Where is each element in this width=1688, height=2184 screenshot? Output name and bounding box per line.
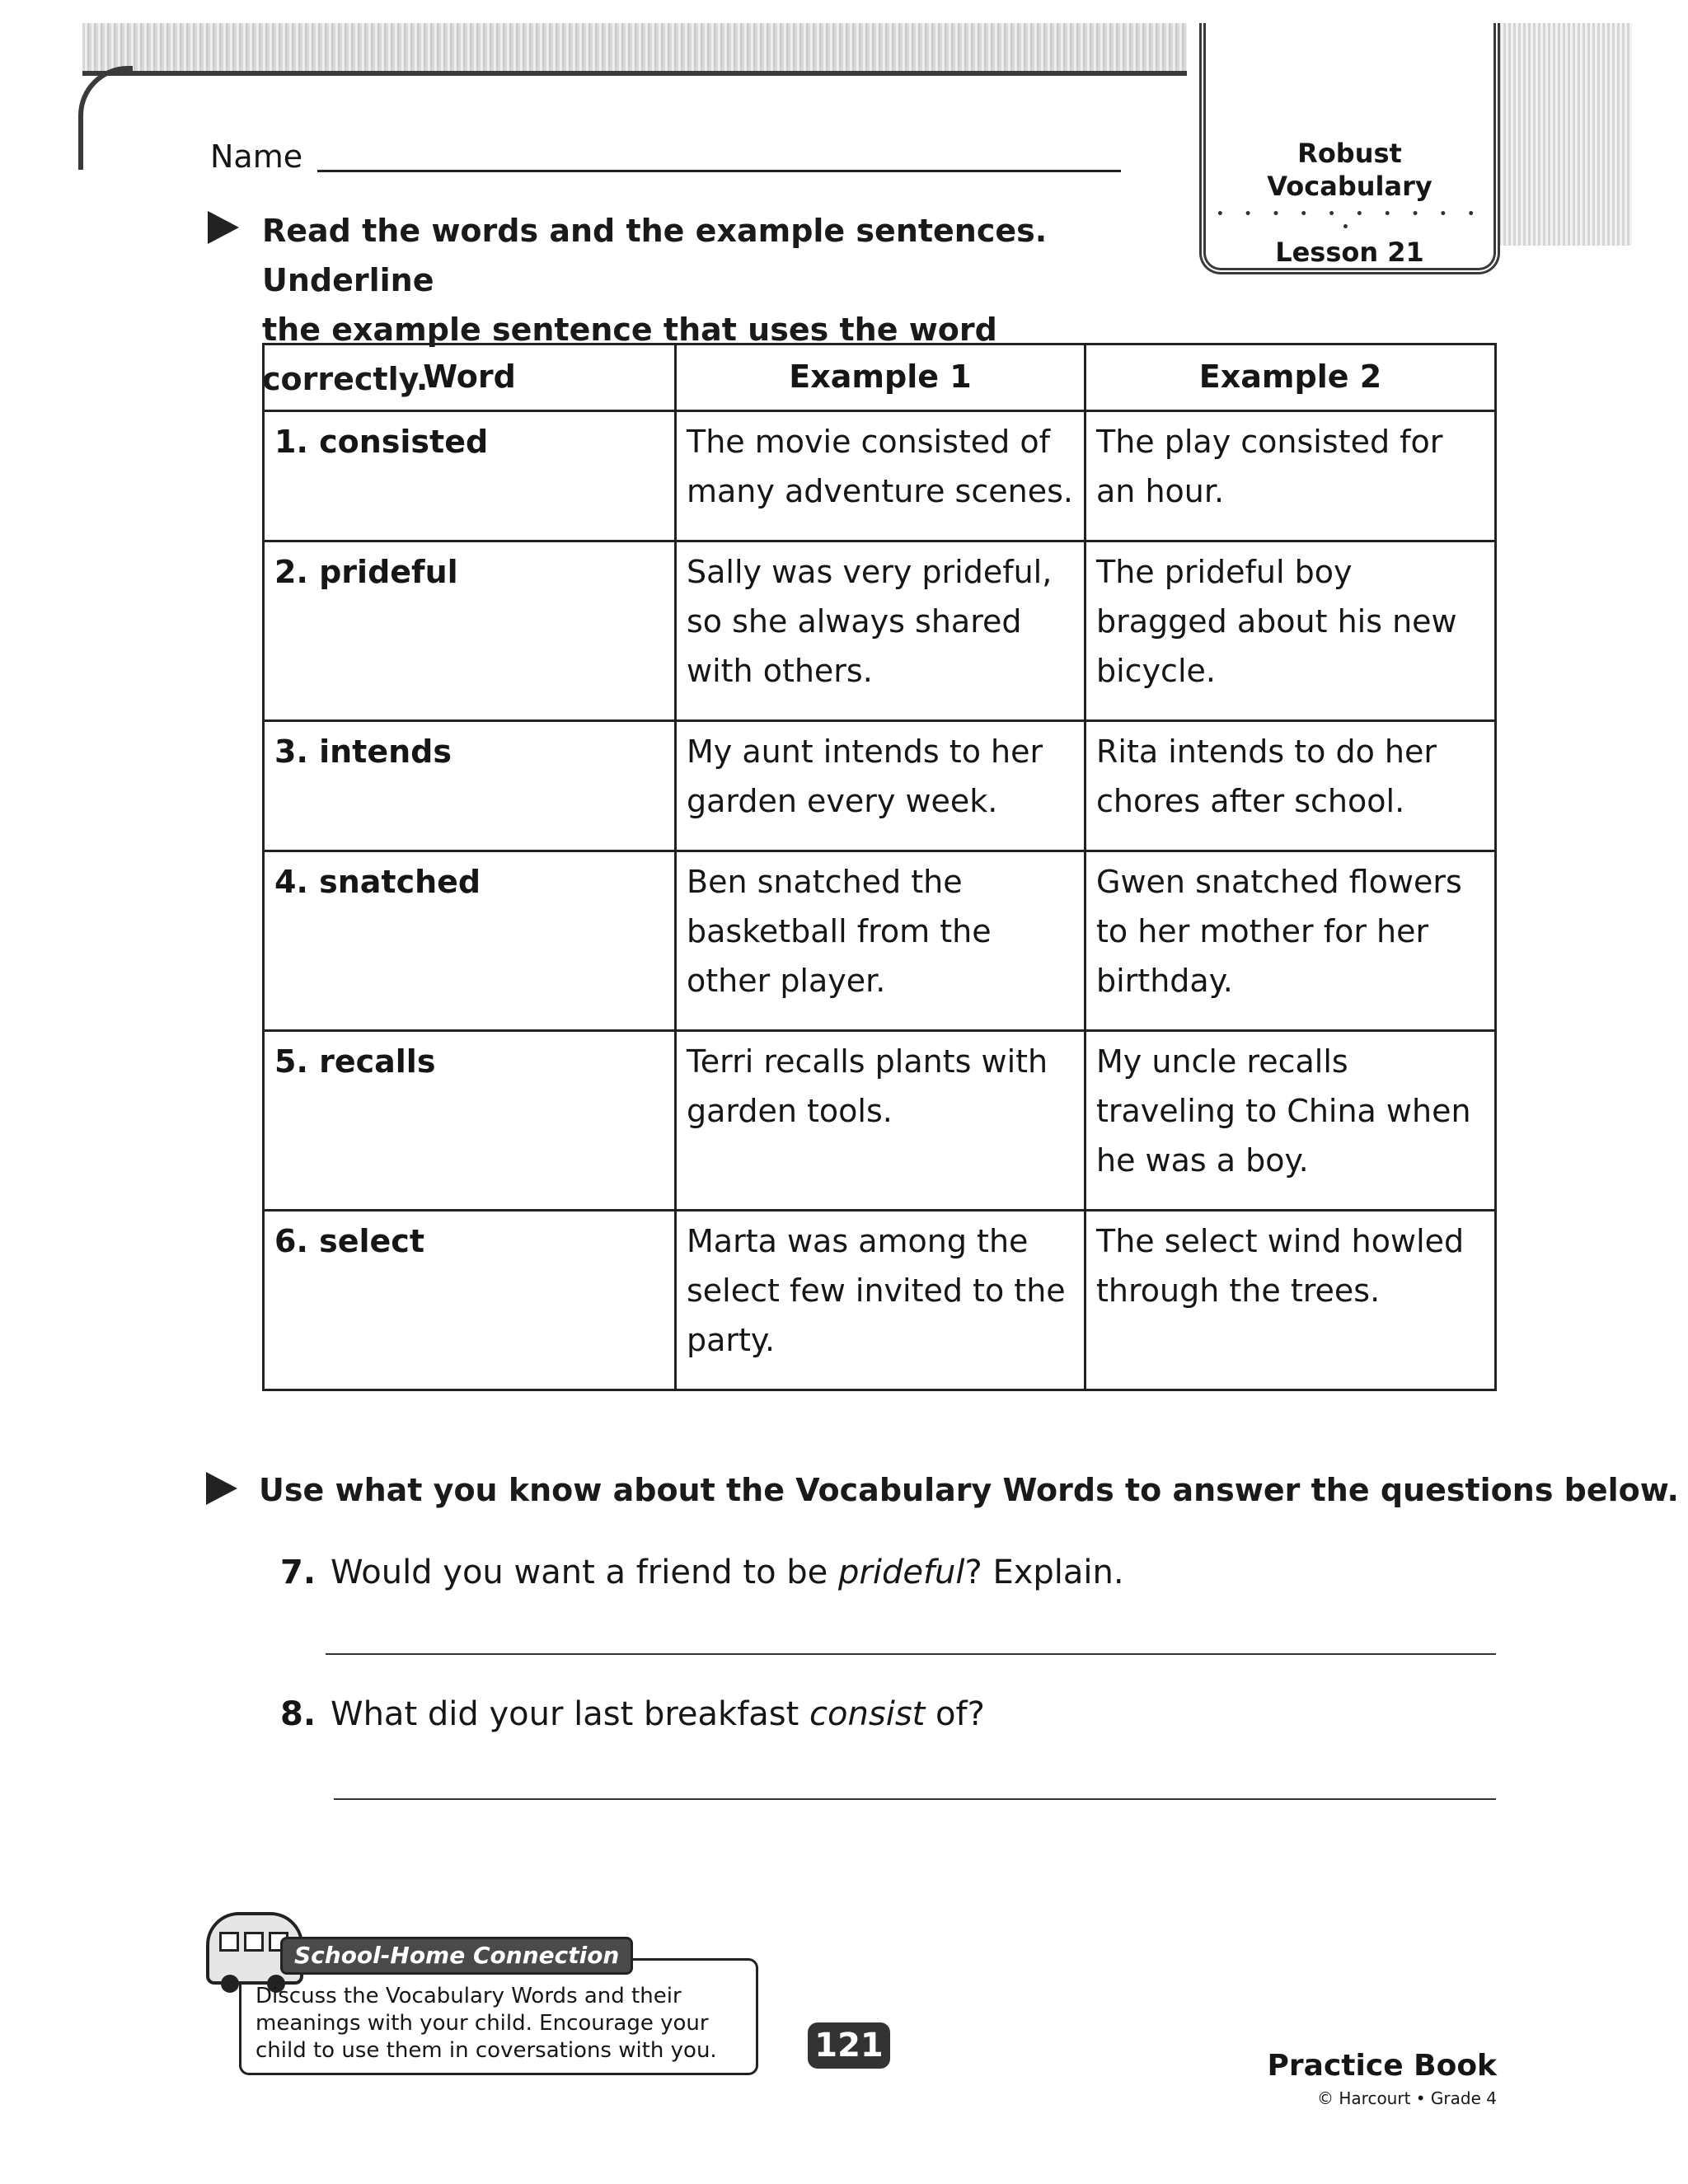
header-example-1: Example 1 xyxy=(676,344,1085,411)
example-1-cell[interactable]: My aunt intends to her garden every week. xyxy=(676,721,1085,851)
word-cell: 2. prideful xyxy=(264,541,676,721)
question-8 xyxy=(280,1690,985,1739)
example-1-cell[interactable]: The movie consisted of many adventure scenes. xyxy=(676,411,1085,541)
lesson-badge xyxy=(1199,23,1500,274)
table-row xyxy=(264,1211,1496,1390)
question-text-end: ? Explain. xyxy=(964,1554,1124,1591)
example-2-cell[interactable]: The prideful boy bragged about his new bicycle. xyxy=(1085,541,1496,721)
instruction-answer: Use what you know about the Vocabulary Words to answer the questions below. xyxy=(259,1472,1679,1508)
lesson-number: Lesson 21 xyxy=(1275,237,1424,268)
table-row xyxy=(264,851,1496,1031)
instruction-arrow-icon xyxy=(208,211,239,244)
instruction-line-2: the example sentence that uses the word correctly. xyxy=(262,312,997,397)
name-label: Name xyxy=(210,138,303,175)
question-text: Would you want a friend to be xyxy=(331,1554,838,1591)
question-number: 8. xyxy=(280,1695,316,1733)
question-text: What did your last breakfast xyxy=(331,1695,810,1733)
answer-line-7[interactable] xyxy=(326,1653,1496,1655)
table-row xyxy=(264,1031,1496,1211)
lesson-label-robust: Robust xyxy=(1297,138,1402,169)
school-home-connection-text: Discuss the Vocabulary Words and their meanings with your child. Encourage your child to use them in coversations with you. xyxy=(256,1984,717,2063)
book-title: Practice Book xyxy=(1267,2049,1497,2083)
copyright: © Harcourt • Grade 4 xyxy=(1317,2088,1497,2108)
example-2-cell[interactable]: Rita intends to do her chores after school. xyxy=(1085,721,1496,851)
word-cell: 3. intends xyxy=(264,721,676,851)
instruction-line-1: Read the words and the example sentences. Underline xyxy=(262,213,1048,298)
vocabulary-table xyxy=(262,343,1497,1391)
question-7 xyxy=(280,1548,1124,1597)
instruction-arrow-icon xyxy=(206,1472,237,1505)
header-example-2: Example 2 xyxy=(1085,344,1496,411)
header-stripes-decoration xyxy=(1484,23,1632,246)
word-cell: 5. recalls xyxy=(264,1031,676,1211)
example-1-cell[interactable]: Ben snatched the basketball from the other player. xyxy=(676,851,1085,1031)
example-2-cell[interactable]: The select wind howled through the trees. xyxy=(1085,1211,1496,1390)
header-curl-decoration xyxy=(78,66,133,170)
question-keyword: prideful xyxy=(838,1554,965,1591)
question-number: 7. xyxy=(280,1554,316,1591)
word-cell: 1. consisted xyxy=(264,411,676,541)
word-cell: 4. snatched xyxy=(264,851,676,1031)
answer-line-8[interactable] xyxy=(334,1798,1496,1800)
example-1-cell[interactable]: Sally was very prideful, so she always shared with others. xyxy=(676,541,1085,721)
header-decorative-band xyxy=(82,23,1187,76)
name-input-line[interactable] xyxy=(317,170,1121,172)
dots-divider: • • • • • • • • • • • xyxy=(1216,208,1484,234)
table-row xyxy=(264,541,1496,721)
lesson-label-vocabulary: Vocabulary xyxy=(1267,171,1432,202)
example-2-cell[interactable]: My uncle recalls traveling to China when he was a boy. xyxy=(1085,1031,1496,1211)
example-2-cell[interactable]: Gwen snatched flowers to her mother for her birthday. xyxy=(1085,851,1496,1031)
example-1-cell[interactable]: Terri recalls plants with garden tools. xyxy=(676,1031,1085,1211)
table-header-row xyxy=(264,344,1496,411)
table-row xyxy=(264,411,1496,541)
header-word: Word xyxy=(264,344,676,411)
page-number-badge: 121 xyxy=(808,2022,890,2069)
example-1-cell[interactable]: Marta was among the select few invited to the party. xyxy=(676,1211,1085,1390)
word-cell: 6. select xyxy=(264,1211,676,1390)
school-home-connection-title: School-Home Connection xyxy=(280,1937,633,1975)
table-row xyxy=(264,721,1496,851)
question-text-end: of? xyxy=(925,1695,985,1733)
example-2-cell[interactable]: The play consisted for an hour. xyxy=(1085,411,1496,541)
question-keyword: consist xyxy=(809,1695,926,1733)
